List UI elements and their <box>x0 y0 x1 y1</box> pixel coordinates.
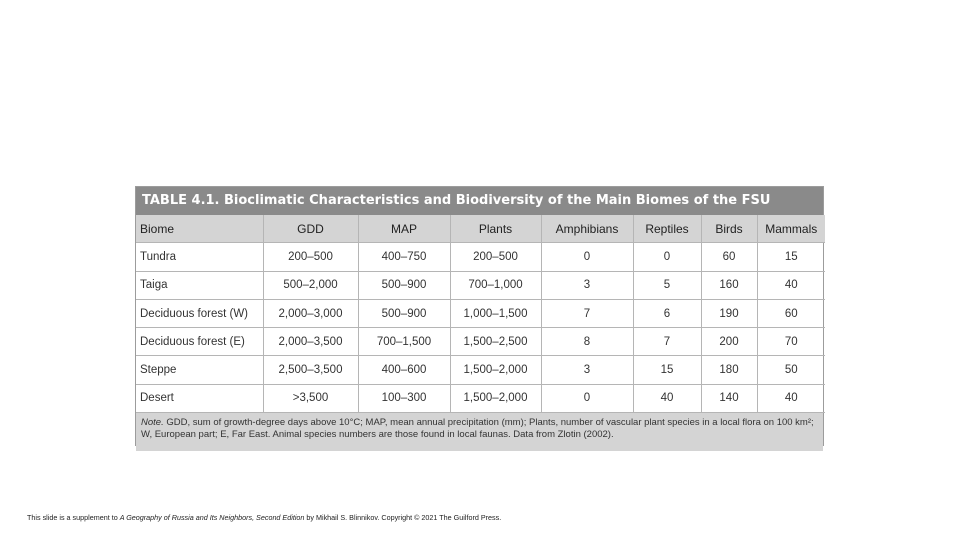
cell-plants: 200–500 <box>450 243 541 271</box>
cell-map: 400–750 <box>358 243 450 271</box>
cell-biome: Tundra <box>136 243 263 271</box>
table-note <box>136 413 823 451</box>
table-title: TABLE 4.1. Bioclimatic Characteristics and Biodiversity of the Main Biomes of the FSU <box>136 187 823 215</box>
table-row <box>136 243 825 271</box>
cell-gdd: 2,000–3,000 <box>263 299 358 327</box>
cell-plants: 1,500–2,000 <box>450 356 541 384</box>
biome-table-figure <box>135 186 824 446</box>
cell-reptiles: 5 <box>633 271 701 299</box>
cell-map: 500–900 <box>358 299 450 327</box>
cell-mammals: 40 <box>757 271 825 299</box>
cell-reptiles: 40 <box>633 384 701 412</box>
note-label: Note. <box>141 417 164 429</box>
header-biome: Biome <box>136 215 263 243</box>
cell-reptiles: 7 <box>633 328 701 356</box>
table-row <box>136 299 825 327</box>
copyright-footer <box>27 513 501 522</box>
cell-biome: Steppe <box>136 356 263 384</box>
biome-table <box>136 215 825 413</box>
cell-birds: 140 <box>701 384 757 412</box>
header-birds: Birds <box>701 215 757 243</box>
cell-plants: 1,500–2,500 <box>450 328 541 356</box>
cell-gdd: 500–2,000 <box>263 271 358 299</box>
cell-amphibians: 3 <box>541 356 633 384</box>
table-row <box>136 356 825 384</box>
cell-biome: Deciduous forest (W) <box>136 299 263 327</box>
cell-gdd: >3,500 <box>263 384 358 412</box>
cell-mammals: 60 <box>757 299 825 327</box>
footer-prefix: This slide is a supplement to <box>27 513 120 522</box>
cell-biome: Desert <box>136 384 263 412</box>
cell-amphibians: 0 <box>541 243 633 271</box>
cell-map: 500–900 <box>358 271 450 299</box>
header-map: MAP <box>358 215 450 243</box>
header-amphibians: Amphibians <box>541 215 633 243</box>
cell-biome: Deciduous forest (E) <box>136 328 263 356</box>
note-text: GDD, sum of growth-degree days above 10°C; MAP, mean annual precipitation (mm); Plants, number of vascular plant species in a local flora on 100 km²; W, European part; E, Far East. Animal species numbers are those found in local faunas. Data from Zlotin (2002). <box>141 417 814 441</box>
table-row <box>136 384 825 412</box>
cell-mammals: 15 <box>757 243 825 271</box>
cell-gdd: 2,500–3,500 <box>263 356 358 384</box>
cell-map: 100–300 <box>358 384 450 412</box>
table-header-row <box>136 215 825 243</box>
header-plants: Plants <box>450 215 541 243</box>
cell-birds: 200 <box>701 328 757 356</box>
footer-book-title: A Geography of Russia and Its Neighbors, Second Edition <box>119 513 305 522</box>
cell-mammals: 70 <box>757 328 825 356</box>
cell-birds: 160 <box>701 271 757 299</box>
cell-amphibians: 3 <box>541 271 633 299</box>
cell-plants: 700–1,000 <box>450 271 541 299</box>
cell-mammals: 50 <box>757 356 825 384</box>
header-mammals: Mammals <box>757 215 825 243</box>
cell-birds: 60 <box>701 243 757 271</box>
table-row <box>136 328 825 356</box>
cell-reptiles: 6 <box>633 299 701 327</box>
cell-birds: 190 <box>701 299 757 327</box>
cell-plants: 1,000–1,500 <box>450 299 541 327</box>
header-gdd: GDD <box>263 215 358 243</box>
cell-birds: 180 <box>701 356 757 384</box>
cell-map: 700–1,500 <box>358 328 450 356</box>
footer-suffix: by Mikhail S. Blinnikov. Copyright © 2021 The Guilford Press. <box>304 513 502 522</box>
cell-map: 400–600 <box>358 356 450 384</box>
cell-biome: Taiga <box>136 271 263 299</box>
cell-plants: 1,500–2,000 <box>450 384 541 412</box>
cell-amphibians: 7 <box>541 299 633 327</box>
cell-mammals: 40 <box>757 384 825 412</box>
cell-amphibians: 0 <box>541 384 633 412</box>
cell-reptiles: 0 <box>633 243 701 271</box>
cell-gdd: 200–500 <box>263 243 358 271</box>
cell-gdd: 2,000–3,500 <box>263 328 358 356</box>
table-row <box>136 271 825 299</box>
cell-reptiles: 15 <box>633 356 701 384</box>
header-reptiles: Reptiles <box>633 215 701 243</box>
cell-amphibians: 8 <box>541 328 633 356</box>
